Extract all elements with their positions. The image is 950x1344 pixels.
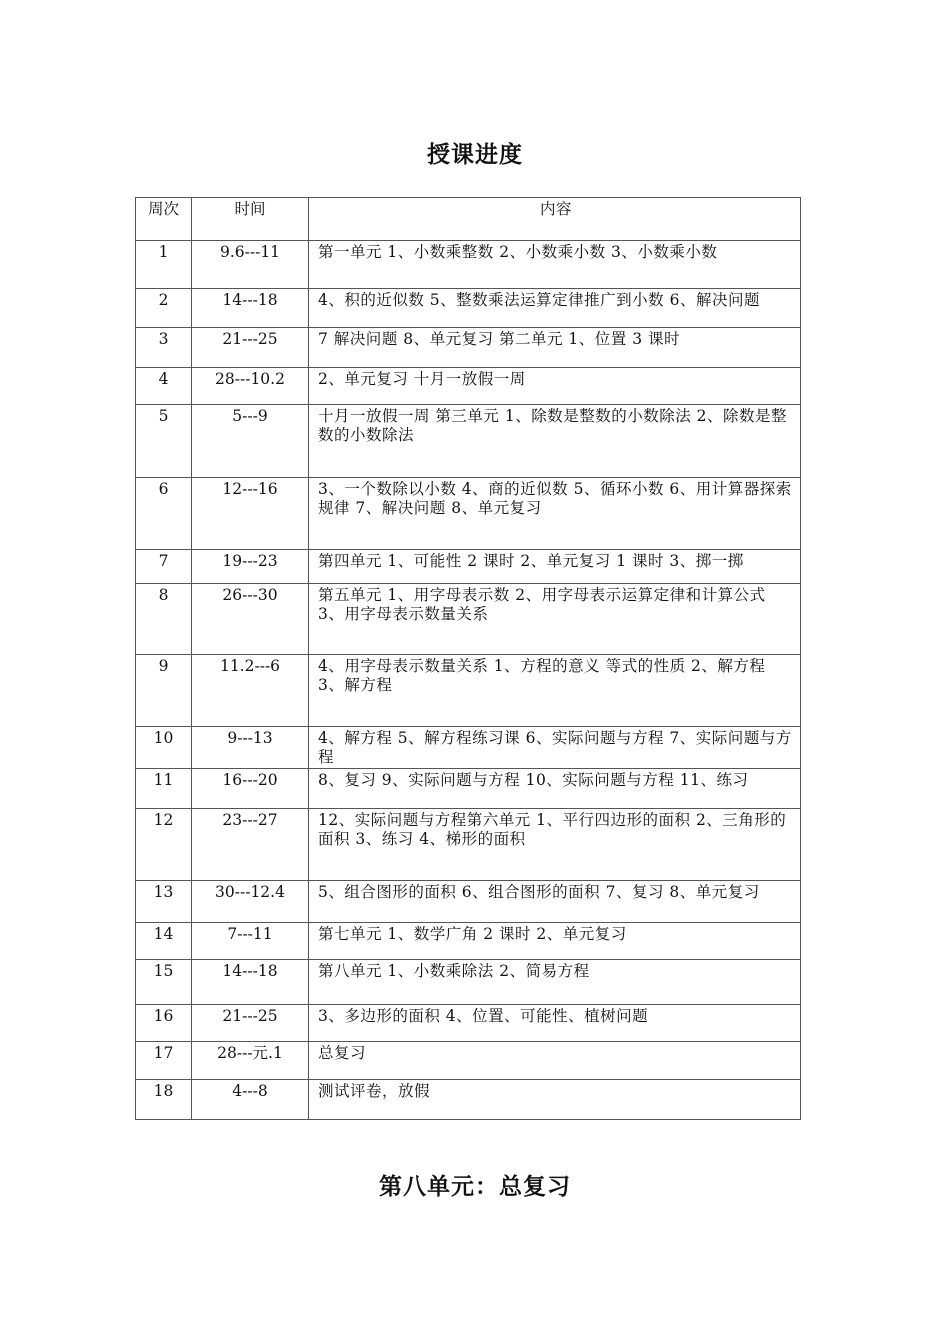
content-cell: 测试评卷，放假 [309, 1080, 801, 1120]
table-row [136, 881, 801, 923]
content-cell: 第四单元 1、可能性 2 课时 2、单元复习 1 课时 3、掷一掷 [309, 550, 801, 584]
table-row [136, 1042, 801, 1080]
week-cell: 5 [136, 405, 192, 478]
content-cell: 3、多边形的面积 4、位置、可能性、植树问题 [309, 1005, 801, 1042]
time-cell: 14---18 [192, 289, 309, 328]
time-cell: 9.6---11 [192, 241, 309, 289]
content-cell: 总复习 [309, 1042, 801, 1080]
table-row [136, 584, 801, 655]
week-cell: 2 [136, 289, 192, 328]
table-row [136, 727, 801, 769]
content-cell: 4、用字母表示数量关系 1、方程的意义 等式的性质 2、解方程 3、解方程 [309, 655, 801, 727]
week-cell: 16 [136, 1005, 192, 1042]
week-cell: 9 [136, 655, 192, 727]
header-content: 内容 [309, 198, 801, 241]
content-cell: 8、复习 9、实际问题与方程 10、实际问题与方程 11、练习 [309, 769, 801, 809]
content-cell: 第一单元 1、小数乘整数 2、小数乘小数 3、小数乘小数 [309, 241, 801, 289]
document-title: 授课进度 [427, 142, 523, 168]
table-row [136, 328, 801, 368]
week-cell: 6 [136, 478, 192, 550]
table-row [136, 923, 801, 960]
content-cell: 第七单元 1、数学广角 2 课时 2、单元复习 [309, 923, 801, 960]
time-cell: 16---20 [192, 769, 309, 809]
content-cell: 十月一放假一周 第三单元 1、除数是整数的小数除法 2、除数是整数的小数除法 [309, 405, 801, 478]
content-cell: 7 解决问题 8、单元复习 第二单元 1、位置 3 课时 [309, 328, 801, 368]
header-week: 周次 [136, 198, 192, 241]
section-title: 第八单元：总复习 [379, 1174, 571, 1200]
time-cell: 30---12.4 [192, 881, 309, 923]
table-row [136, 1005, 801, 1042]
content-cell: 第五单元 1、用字母表示数 2、用字母表示运算定律和计算公式 3、用字母表示数量关系 [309, 584, 801, 655]
time-cell: 21---25 [192, 328, 309, 368]
week-cell: 3 [136, 328, 192, 368]
time-cell: 9---13 [192, 727, 309, 769]
week-cell: 14 [136, 923, 192, 960]
table-row [136, 1080, 801, 1120]
table-row [136, 478, 801, 550]
week-cell: 7 [136, 550, 192, 584]
table-row [136, 405, 801, 478]
time-cell: 28---10.2 [192, 368, 309, 405]
week-cell: 10 [136, 727, 192, 769]
content-cell: 2、单元复习 十月一放假一周 [309, 368, 801, 405]
time-cell: 12---16 [192, 478, 309, 550]
week-cell: 8 [136, 584, 192, 655]
content-cell: 4、积的近似数 5、整数乘法运算定律推广到小数 6、解决问题 [309, 289, 801, 328]
time-cell: 5---9 [192, 405, 309, 478]
table-row [136, 241, 801, 289]
week-cell: 4 [136, 368, 192, 405]
time-cell: 21---25 [192, 1005, 309, 1042]
time-cell: 7---11 [192, 923, 309, 960]
week-cell: 1 [136, 241, 192, 289]
week-cell: 12 [136, 809, 192, 881]
time-cell: 23---27 [192, 809, 309, 881]
content-cell: 3、一个数除以小数 4、商的近似数 5、循环小数 6、用计算器探索规律 7、解决问题 8、单元复习 [309, 478, 801, 550]
time-cell: 4---8 [192, 1080, 309, 1120]
table-row [136, 769, 801, 809]
table-row [136, 550, 801, 584]
week-cell: 13 [136, 881, 192, 923]
content-cell: 第八单元 1、小数乘除法 2、简易方程 [309, 960, 801, 1005]
week-cell: 18 [136, 1080, 192, 1120]
time-cell: 14---18 [192, 960, 309, 1005]
table-row [136, 368, 801, 405]
week-cell: 11 [136, 769, 192, 809]
content-cell: 12、实际问题与方程第六单元 1、平行四边形的面积 2、三角形的面积 3、练习 4、梯形的面积 [309, 809, 801, 881]
week-cell: 17 [136, 1042, 192, 1080]
table-row [136, 809, 801, 881]
content-cell: 5、组合图形的面积 6、组合图形的面积 7、复习 8、单元复习 [309, 881, 801, 923]
time-cell: 26---30 [192, 584, 309, 655]
table-header-row [136, 198, 801, 241]
content-cell: 4、解方程 5、解方程练习课 6、实际问题与方程 7、实际问题与方程 [309, 727, 801, 769]
table-row [136, 655, 801, 727]
week-cell: 15 [136, 960, 192, 1005]
table-row [136, 960, 801, 1005]
schedule-table [135, 197, 801, 1120]
time-cell: 11.2---6 [192, 655, 309, 727]
time-cell: 19---23 [192, 550, 309, 584]
time-cell: 28---元.1 [192, 1042, 309, 1080]
table-row [136, 289, 801, 328]
header-time: 时间 [192, 198, 309, 241]
